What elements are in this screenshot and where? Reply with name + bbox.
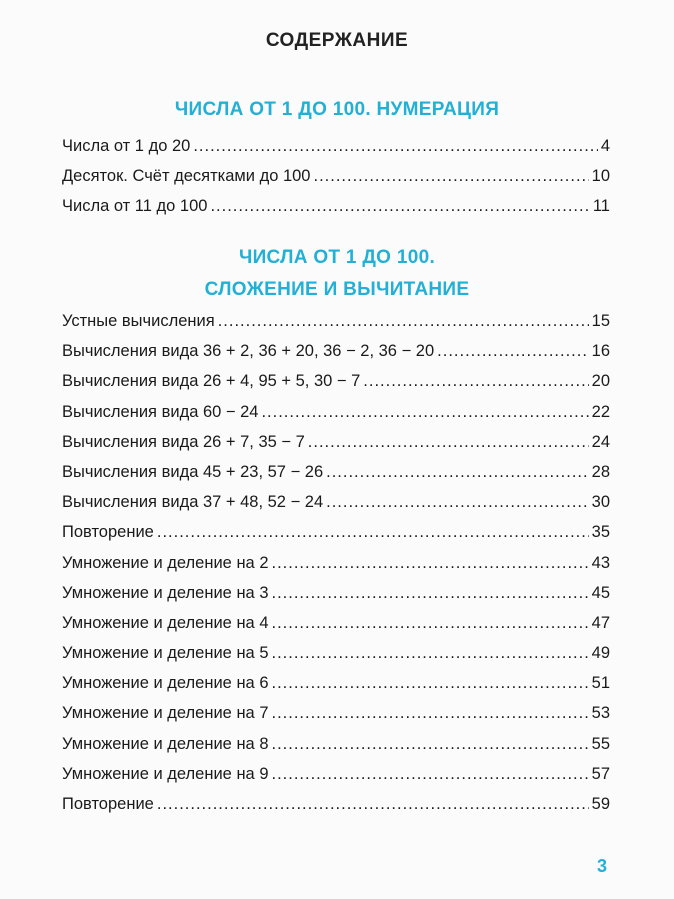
- toc-entry[interactable]: [62, 795, 610, 825]
- section-heading-line: ЧИСЛА ОТ 1 ДО 100. НУМЕРАЦИЯ: [174, 99, 500, 120]
- toc-entry-page: 49: [591, 644, 610, 663]
- toc-entry[interactable]: [62, 493, 610, 523]
- toc-entry-title: Умножение и деление на 8: [62, 734, 269, 753]
- toc-entry-page: 55: [591, 734, 610, 753]
- toc-entry[interactable]: [62, 197, 610, 227]
- toc-entry[interactable]: [62, 167, 610, 197]
- section-heading: [0, 242, 674, 306]
- toc-entry-title: Устные вычисления: [62, 312, 215, 330]
- page-number: 3: [597, 856, 608, 876]
- toc-entry[interactable]: [62, 735, 610, 765]
- toc-entry[interactable]: [62, 584, 610, 614]
- toc-entry-page: 4: [600, 137, 610, 155]
- dot-leader: [308, 433, 589, 452]
- toc-entry[interactable]: [62, 644, 610, 674]
- toc-entry[interactable]: [62, 137, 610, 167]
- dot-leader: [326, 463, 589, 482]
- dot-leader: [272, 584, 589, 603]
- toc-entry[interactable]: [62, 614, 610, 644]
- toc-entry-title: Умножение и деление на 4: [62, 613, 269, 632]
- toc-entry[interactable]: [62, 554, 610, 584]
- toc-entry-title: Умножение и деление на 7: [62, 704, 269, 723]
- toc-entry-title: Умножение и деление на 2: [62, 553, 269, 572]
- toc-entry[interactable]: [62, 342, 610, 372]
- toc-list: [62, 312, 610, 825]
- dot-leader: [326, 493, 589, 512]
- dot-leader: [210, 197, 589, 216]
- toc-entry-title: Числа от 11 до 100: [62, 197, 208, 216]
- toc-entry[interactable]: [62, 523, 610, 553]
- toc-entry-page: 11: [592, 197, 610, 216]
- dot-leader: [313, 167, 588, 186]
- dot-leader: [261, 403, 588, 422]
- dot-leader: [272, 735, 589, 754]
- dot-leader: [157, 523, 589, 542]
- toc-entry-page: 16: [591, 342, 610, 361]
- toc-entry-page: 51: [591, 674, 610, 693]
- dot-leader: [157, 795, 589, 814]
- toc-entry-page: 10: [591, 167, 610, 186]
- toc-entry-title: Умножение и деление на 3: [62, 583, 269, 602]
- toc-entry-title: Десяток. Счёт десятками до 100: [62, 167, 311, 186]
- dot-leader: [218, 312, 589, 331]
- toc-entry-title: Вычисления вида 36 + 2, 36 + 20, 36 − 2, 36 − 20: [62, 342, 435, 361]
- toc-entry[interactable]: [62, 463, 610, 493]
- toc-entry-title: Числа от 1 до 20: [62, 137, 191, 155]
- toc-entry-title: Вычисления вида 60 − 24: [62, 402, 259, 421]
- toc-entry-page: 43: [591, 553, 610, 572]
- toc-entry-page: 53: [591, 704, 610, 723]
- toc-entry-title: Вычисления вида 26 + 4, 95 + 5, 30 − 7: [62, 372, 361, 391]
- dot-leader: [193, 137, 598, 156]
- dot-leader: [272, 554, 589, 573]
- toc-entry-title: Повторение: [62, 523, 154, 542]
- toc-entry[interactable]: [62, 372, 610, 402]
- toc-entry[interactable]: [62, 403, 610, 433]
- dot-leader: [272, 614, 589, 633]
- toc-entry-page: 22: [591, 402, 610, 421]
- dot-leader: [363, 372, 588, 391]
- toc-entry[interactable]: [62, 674, 610, 704]
- toc-entry-page: 57: [591, 764, 610, 783]
- toc-entry-title: Умножение и деление на 9: [62, 764, 269, 783]
- toc-entry[interactable]: [62, 312, 610, 342]
- section-heading-line: СЛОЖЕНИЕ И ВЫЧИТАНИЕ: [204, 279, 470, 300]
- toc-entry-page: 20: [591, 372, 610, 391]
- dot-leader: [272, 704, 589, 723]
- dot-leader: [272, 765, 589, 784]
- toc-entry-title: Вычисления вида 37 + 48, 52 − 24: [62, 493, 324, 512]
- toc-entry-title: Вычисления вида 45 + 23, 57 − 26: [62, 462, 324, 481]
- toc-entry-title: Вычисления вида 26 + 7, 35 − 7: [62, 432, 305, 451]
- toc-entry-page: 35: [591, 523, 610, 542]
- section-heading-line: ЧИСЛА ОТ 1 ДО 100.: [238, 247, 436, 268]
- toc-entry-page: 59: [591, 795, 610, 813]
- toc-entry-page: 24: [591, 432, 610, 451]
- page-title: СОДЕРЖАНИЕ: [265, 30, 409, 51]
- dot-leader: [437, 342, 588, 361]
- toc-entry-page: 45: [591, 583, 610, 602]
- section-heading: [0, 94, 674, 126]
- toc-entry-page: 30: [591, 493, 610, 512]
- toc-entry-title: Умножение и деление на 6: [62, 674, 269, 693]
- dot-leader: [272, 674, 589, 693]
- toc-entry-title: Повторение: [62, 795, 154, 813]
- dot-leader: [272, 644, 589, 663]
- toc-entry-title: Умножение и деление на 5: [62, 644, 269, 663]
- toc-entry-page: 15: [591, 312, 610, 330]
- toc-entry[interactable]: [62, 704, 610, 734]
- toc-entry-page: 47: [591, 613, 610, 632]
- toc-entry[interactable]: [62, 433, 610, 463]
- toc-entry-page: 28: [591, 462, 610, 481]
- toc-entry[interactable]: [62, 765, 610, 795]
- toc-list: [62, 137, 610, 228]
